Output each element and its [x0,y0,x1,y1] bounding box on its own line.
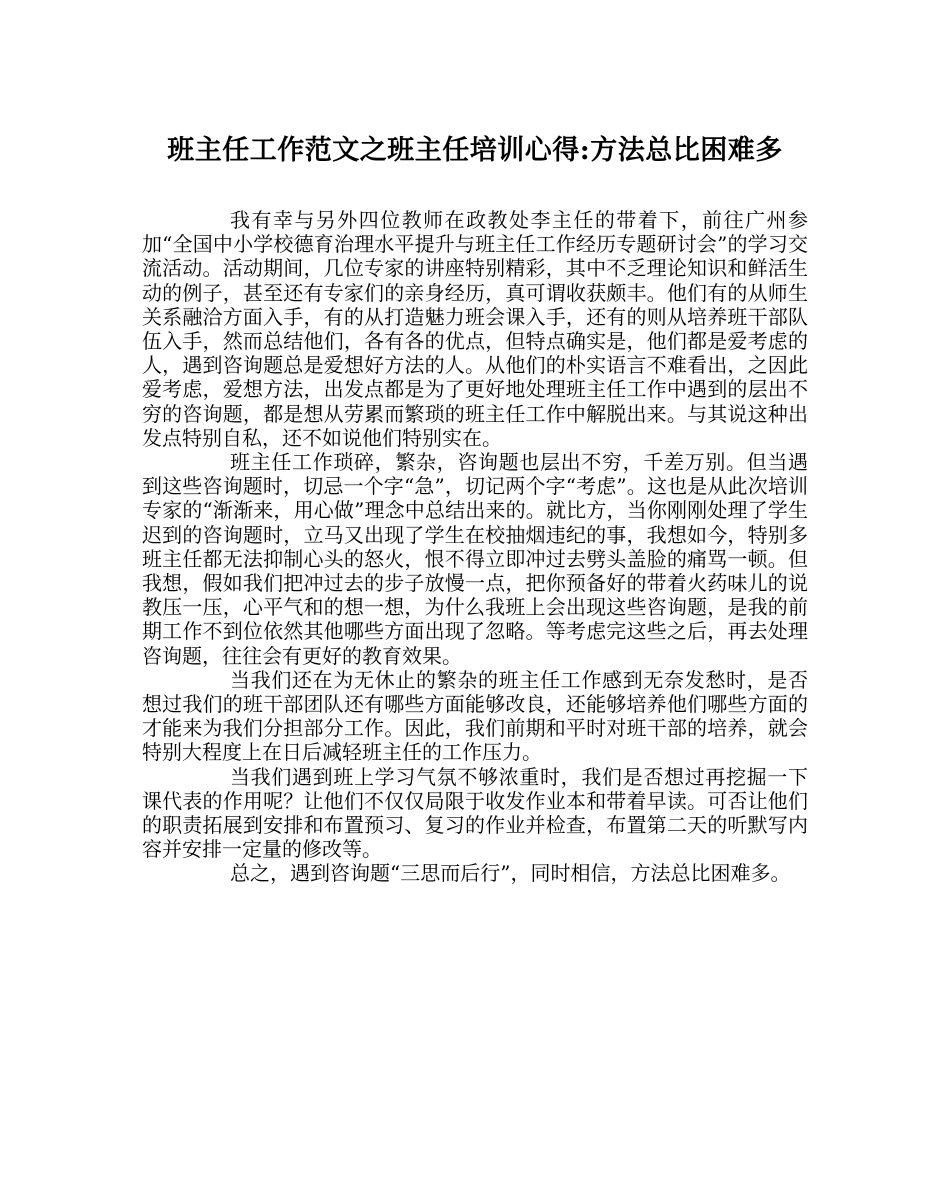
paragraph: 总之，遇到咨询题“三思而后行”，同时相信，方法总比困难多。 [230,861,791,886]
paragraph: 我有幸与另外四位教师在政教处李主任的带着下，前往广州参加“全国中小学校德育治理水平提升与班主任工作经历专题研讨会”的学习交流活动。活动期间，几位专家的讲座特别精彩，其中不乏理论知识和鲜活生动的例子，甚至还有专家们的亲身经历，真可谓收获颇丰。他们有的从师生关系融洽方面入手，有的从打造魅力班会课入手，还有的则从培养班干部队伍入手，然而总结他们，各有各的优点，但特点确实是，他们都是爱考虑的人，遇到咨询题总是爱想好方法的人。从他们的朴实语言不难看出，之因此爱考虑，爱想方法，出发点都是为了更好地处理班主任工作中遇到的层出不穷的咨询题，都是想从劳累而繁琐的班主任工作中解脱出来。与其说这种出发点特别自私，还不如说他们特别实在。 [142,208,808,450]
paragraph: 当我们遇到班上学习气氛不够浓重时，我们是否想过再挖掘一下课代表的作用呢？让他们不仅仅局限于收发作业本和带着早读。可否让他们的职责拓展到安排和布置预习、复习的作业并检查，布置第二天的听默写内容并安排一定量的修改等。 [142,764,808,862]
document-title: 班主任工作范文之班主任培训心得:方法总比困难多 [167,135,783,166]
document-body [142,208,808,886]
paragraph: 当我们还在为无休止的繁杂的班主任工作感到无奈发愁时，是否想过我们的班干部团队还有哪些方面能够改良，还能够培养他们哪些方面的才能来为我们分担部分工作。因此，我们前期和平时对班干部的培养，就会特别大程度上在日后减轻班主任的工作压力。 [142,667,808,765]
paragraph: 班主任工作琐碎，繁杂，咨询题也层出不穷，千差万别。但当遇到这些咨询题时，切忌一个字“急”，切记两个字“考虑”。这也是从此次培训专家的“渐渐来，用心做”理念中总结出来的。就比方，当你刚刚处理了学生迟到的咨询题时，立马又出现了学生在校抽烟违纪的事，我想如今，特别多班主任都无法抑制心头的怒火，恨不得立即冲过去劈头盖脸的痛骂一顿。但我想，假如我们把冲过去的步子放慢一点，把你预备好的带着火药味儿的说教压一压，心平气和的想一想，为什么我班上会出现这些咨询题，是我的前期工作不到位依然其他哪些方面出现了忽略。等考虑完这些之后，再去处理咨询题，往往会有更好的教育效果。 [142,450,808,668]
